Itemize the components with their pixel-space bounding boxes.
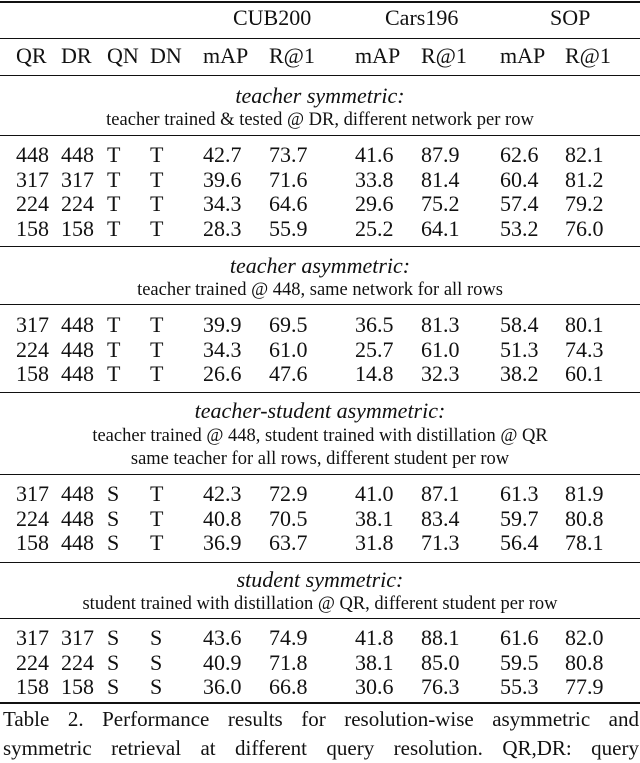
table-cell: 317 (16, 625, 49, 650)
table-caption-line-2: symmetric retrieval at different query resolution. QR,DR: query (3, 736, 639, 760)
section-description: teacher trained & tested @ DR, different network per row (106, 110, 534, 130)
table-cell: 72.9 (269, 481, 308, 506)
table-cell: S (107, 481, 120, 506)
section-description: teacher trained @ 448, same network for all rows (137, 280, 503, 300)
section-end-rule (0, 246, 640, 247)
table-cell: 81.4 (421, 166, 460, 192)
table-cell: 39.9 (203, 312, 242, 337)
table-cell: 71.6 (269, 166, 308, 192)
table-cell: 55.9 (269, 215, 308, 241)
table-cell: 58.4 (500, 312, 539, 337)
column-header: DR (61, 43, 92, 68)
table-cell: 158 (16, 215, 49, 241)
table-cell: 59.7 (500, 505, 539, 531)
table-cell: 61.3 (500, 481, 539, 506)
column-header: R@1 (421, 43, 467, 68)
table-cell: 158 (16, 361, 49, 386)
table-cell: 87.1 (421, 481, 460, 506)
dataset-header-sop: SOP (550, 5, 591, 30)
table-cell: 32.3 (421, 361, 460, 386)
column-header: QN (107, 43, 139, 68)
table-cell: 74.9 (269, 625, 308, 650)
table-cell: 448 (61, 481, 94, 506)
table-cell: 60.4 (500, 166, 539, 192)
table-cell: 56.4 (500, 530, 539, 555)
section-divider (0, 135, 640, 136)
table-cell: 55.3 (500, 674, 539, 699)
table-cell: T (107, 142, 121, 167)
table-cell: 61.6 (500, 625, 539, 650)
column-header: mAP (203, 43, 249, 68)
column-header: mAP (355, 43, 401, 68)
table-cell: 61.0 (269, 336, 308, 362)
table-cell: 224 (16, 336, 49, 362)
table-cell: 81.9 (565, 481, 604, 506)
table-cell: 14.8 (355, 361, 394, 386)
table-cell: 36.0 (203, 674, 242, 699)
table-cell: 76.0 (565, 215, 604, 241)
table-cell: 82.0 (565, 625, 604, 650)
table-cell: 30.6 (355, 674, 394, 699)
table-cell: 78.1 (565, 530, 604, 555)
table-cell: 87.9 (421, 142, 460, 167)
table-cell: S (150, 674, 163, 699)
table-cell: 80.8 (565, 505, 604, 531)
table-cell: S (107, 530, 120, 555)
table-top-rule (0, 1, 640, 3)
table-cell: S (107, 625, 120, 650)
table-cell: 74.3 (565, 336, 604, 362)
table-cell: 41.8 (355, 625, 394, 650)
table-cell: 61.0 (421, 336, 460, 362)
table-cell: 81.3 (421, 312, 460, 337)
table-cell: 81.2 (565, 166, 604, 192)
table-cell: 80.1 (565, 312, 604, 337)
table-cell: T (150, 336, 164, 362)
table-cell: 79.2 (565, 191, 604, 216)
table-cell: T (107, 312, 121, 337)
table-cell: 88.1 (421, 625, 460, 650)
table-cell: 70.5 (269, 505, 308, 531)
section-divider (0, 474, 640, 475)
table-cell: 448 (61, 312, 94, 337)
table-cell: 76.3 (421, 674, 460, 699)
table-cell: S (107, 674, 120, 699)
section-divider (0, 304, 640, 305)
dataset-header-cars196: Cars196 (385, 5, 459, 30)
table-cell: 73.7 (269, 142, 308, 167)
table-cell: S (150, 649, 163, 675)
table-cell: 224 (61, 191, 94, 216)
table-cell: 41.0 (355, 481, 394, 506)
table-cell: 25.7 (355, 336, 394, 362)
table-cell: 36.9 (203, 530, 242, 555)
table-cell: 224 (16, 649, 49, 675)
table-cell: T (150, 215, 164, 241)
table-cell: 47.6 (269, 361, 308, 386)
table-cell: T (150, 312, 164, 337)
table-cell: T (150, 142, 164, 167)
table-cell: T (107, 336, 121, 362)
table-cell: 38.2 (500, 361, 539, 386)
table-cell: 448 (61, 505, 94, 531)
table-cell: 64.6 (269, 191, 308, 216)
table-cell: 66.8 (269, 674, 308, 699)
table-cell: 317 (61, 625, 94, 650)
table-cell: 29.6 (355, 191, 394, 216)
table-cell: S (150, 625, 163, 650)
section-description: same teacher for all rows, different student per row (130, 449, 510, 469)
table-cell: 158 (16, 530, 49, 555)
table-cell: T (150, 166, 164, 192)
table-cell: 34.3 (203, 336, 242, 362)
table-cell: T (150, 481, 164, 506)
table-cell: 448 (61, 361, 94, 386)
table-cell: 62.6 (500, 142, 539, 167)
table-cell: 42.3 (203, 481, 242, 506)
table-cell: 28.3 (203, 215, 242, 241)
table-cell: 71.3 (421, 530, 460, 555)
table-cell: T (107, 166, 121, 192)
table-cell: 36.5 (355, 312, 394, 337)
table-cell: T (107, 215, 121, 241)
table-cell: T (150, 505, 164, 531)
table-cell: 158 (16, 674, 49, 699)
table-cell: 41.6 (355, 142, 394, 167)
table-cell: 69.5 (269, 312, 308, 337)
header-divider (0, 38, 640, 39)
table-cell: 38.1 (355, 649, 394, 675)
table-cell: 31.8 (355, 530, 394, 555)
table-cell: 158 (61, 215, 94, 241)
table-cell: T (107, 361, 121, 386)
table-cell: 40.8 (203, 505, 242, 531)
table-cell: 80.8 (565, 649, 604, 675)
table-caption-line-1: Table 2. Performance results for resolution-wise asymmetric and (3, 707, 639, 731)
table-cell: 51.3 (500, 336, 539, 362)
table-cell: 77.9 (565, 674, 604, 699)
section-end-rule (0, 392, 640, 393)
column-header: DN (150, 43, 182, 68)
dataset-header-cub200: CUB200 (233, 5, 312, 30)
table-cell: 224 (16, 505, 49, 531)
table-cell: T (150, 191, 164, 216)
table-cell: 26.6 (203, 361, 242, 386)
table-cell: 42.7 (203, 142, 242, 167)
table-cell: 448 (16, 142, 49, 167)
table-cell: 82.1 (565, 142, 604, 167)
section-end-rule (0, 702, 640, 704)
section-title: teacher symmetric: (235, 83, 405, 108)
table-cell: 53.2 (500, 215, 539, 241)
table-cell: 57.4 (500, 191, 539, 216)
table-cell: T (150, 530, 164, 555)
table-cell: 25.2 (355, 215, 394, 241)
table-cell: 83.4 (421, 505, 460, 531)
table-cell: T (150, 361, 164, 386)
table-cell: 60.1 (565, 361, 604, 386)
table-cell: 39.6 (203, 166, 242, 192)
table-cell: 85.0 (421, 649, 460, 675)
table-cell: 63.7 (269, 530, 308, 555)
section-description: student trained with distillation @ QR, different student per row (82, 594, 558, 614)
table-cell: 64.1 (421, 215, 460, 241)
column-header: R@1 (565, 43, 611, 68)
table-cell: 71.8 (269, 649, 308, 675)
section-title: teacher asymmetric: (229, 253, 411, 278)
column-header-divider (0, 75, 640, 76)
table-cell: 448 (61, 530, 94, 555)
table-cell: S (107, 505, 120, 531)
table-cell: 317 (16, 166, 49, 192)
section-divider (0, 618, 640, 619)
table-cell: 33.8 (355, 166, 394, 192)
table-cell: 224 (61, 649, 94, 675)
table-cell: 43.6 (203, 625, 242, 650)
section-end-rule (0, 562, 640, 563)
section-title: teacher-student asymmetric: (194, 398, 446, 423)
table-cell: S (107, 649, 120, 675)
section-title: student symmetric: (236, 567, 404, 592)
section-description: teacher trained @ 448, student trained with distillation @ QR (92, 426, 548, 446)
table-cell: 317 (16, 312, 49, 337)
column-header: QR (16, 43, 47, 68)
table-cell: 224 (16, 191, 49, 216)
column-header: R@1 (269, 43, 315, 68)
table-cell: 448 (61, 336, 94, 362)
column-header: mAP (500, 43, 546, 68)
table-cell: 317 (61, 166, 94, 192)
table-cell: 448 (61, 142, 94, 167)
table-cell: 317 (16, 481, 49, 506)
table-cell: 38.1 (355, 505, 394, 531)
table-cell: 40.9 (203, 649, 242, 675)
table-cell: 59.5 (500, 649, 539, 675)
table-cell: 34.3 (203, 191, 242, 216)
table-cell: 158 (61, 674, 94, 699)
table-cell: T (107, 191, 121, 216)
table-cell: 75.2 (421, 191, 460, 216)
